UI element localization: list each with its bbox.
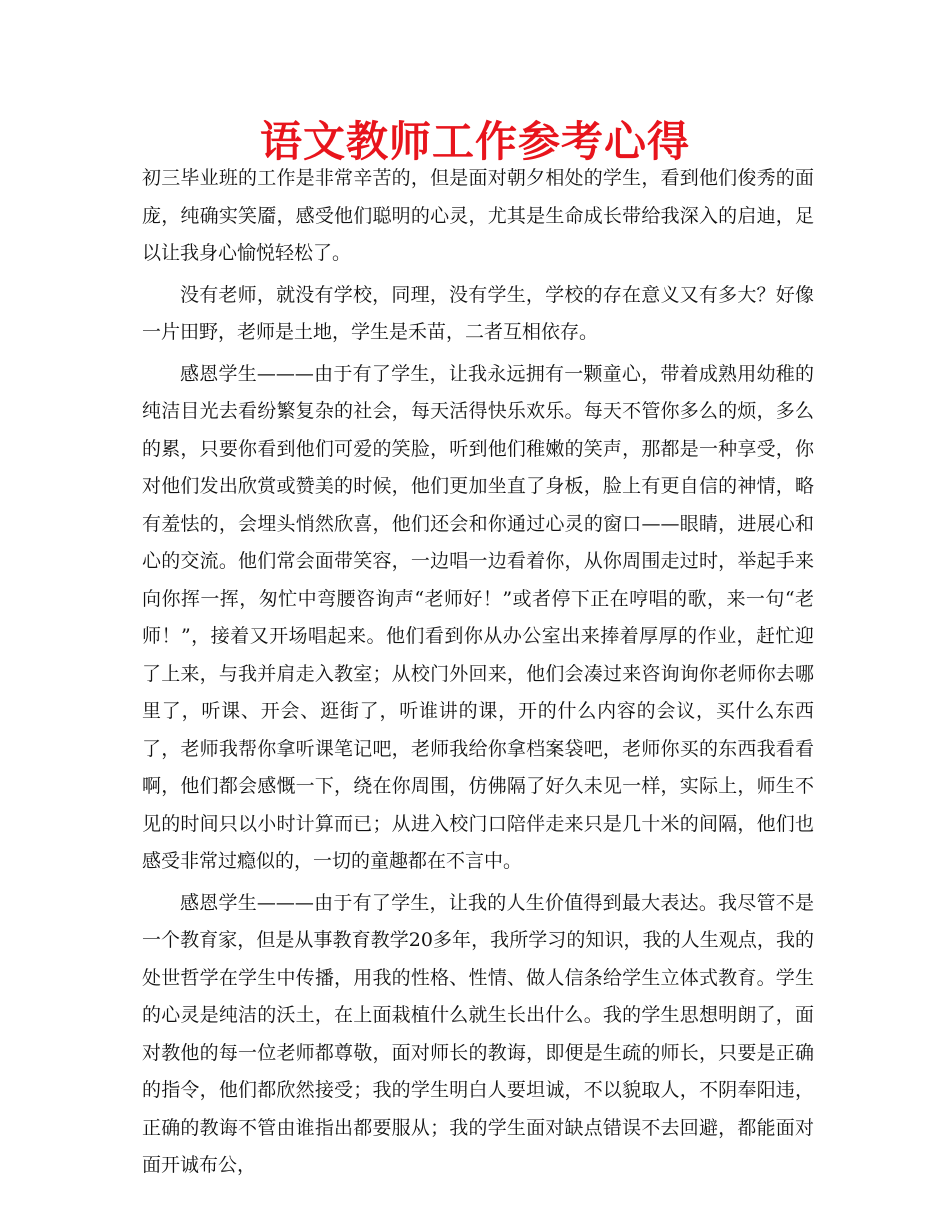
paragraph-2: 没有老师，就没有学校，同理，没有学生，学校的存在意义又有多大？好像一片田野，老师是土地，学生是禾苗，二者互相依存。 (142, 283, 814, 343)
document-title: 语文教师工作参考心得 (259, 117, 690, 166)
paragraph-3: 感恩学生———由于有了学生，让我永远拥有一颗童心，带着成熟用幼稚的纯洁目光去看纷繁复杂的社会，每天活得快乐欢乐。每天不管你多么的烦，多么的累，只要你看到他们可爱的笑脸，听到他们稚嫩的笑声，那都是一种享受，你对他们发出欣赏或赞美的时候，他们更加坐直了身板，脸上有更自信的神情，略有羞怯的，会埋头悄然欣喜，他们还会和你通过心灵的窗口——眼睛，进展心和心的交流。他们常会面带笑容，一边唱一边看着你，从你周围走过时，举起手来向你挥一挥，匆忙中弯腰咨询声“老师好！”或者停下正在哼唱的歌，来一句“老师！”，接着又开场唱起来。他们看到你从办公室出来捧着厚厚的作业，赶忙迎了上来，与我并肩走入教室；从校门外回来，他们会凑过来咨询询你老师你去哪里了，听课、开会、逛街了，听谁讲的课，开的什么内容的会议，买什么东西了，老师我帮你拿听课笔记吧，老师我给你拿档案袋吧，老师你买的东西我看看啊，他们都会感慨一下，绕在你周围，仿佛隔了好久未见一样，实际上，师生不见的时间只以小时计算而已；从进入校门口陪伴走来只是几十米的间隔，他们也感受非常过瘾似的，一切的童趣都在不言中。 (142, 362, 814, 872)
paragraph-4: 感恩学生———由于有了学生，让我的人生价值得到最大表达。我尽管不是一个教育家，但是从事教育教学20多年，我所学习的知识，我的人生观点，我的处世哲学在学生中传播，用我的性格、性情、做人信条给学生立体式教育。学生的心灵是纯洁的沃土，在上面栽植什么就生长出什么。我的学生思想明朗了，面对教他的每一位老师都尊敬，面对师长的教诲，即便是生疏的师长，只要是正确的指令，他们都欣然接受；我的学生明白人要坦诚，不以貌取人，不阴奉阳违，正确的教诲不管由谁指出都要服从；我的学生面对缺点错误不去回避，都能面对面开诚布公， (142, 891, 814, 1176)
paragraph-1: 初三毕业班的工作是非常辛苦的，但是面对朝夕相处的学生，看到他们俊秀的面庞，纯确实笑靥，感受他们聪明的心灵，尤其是生命成长带给我深入的启迪，足以让我身心愉悦轻松了。 (142, 167, 814, 264)
document-body (142, 160, 814, 1185)
